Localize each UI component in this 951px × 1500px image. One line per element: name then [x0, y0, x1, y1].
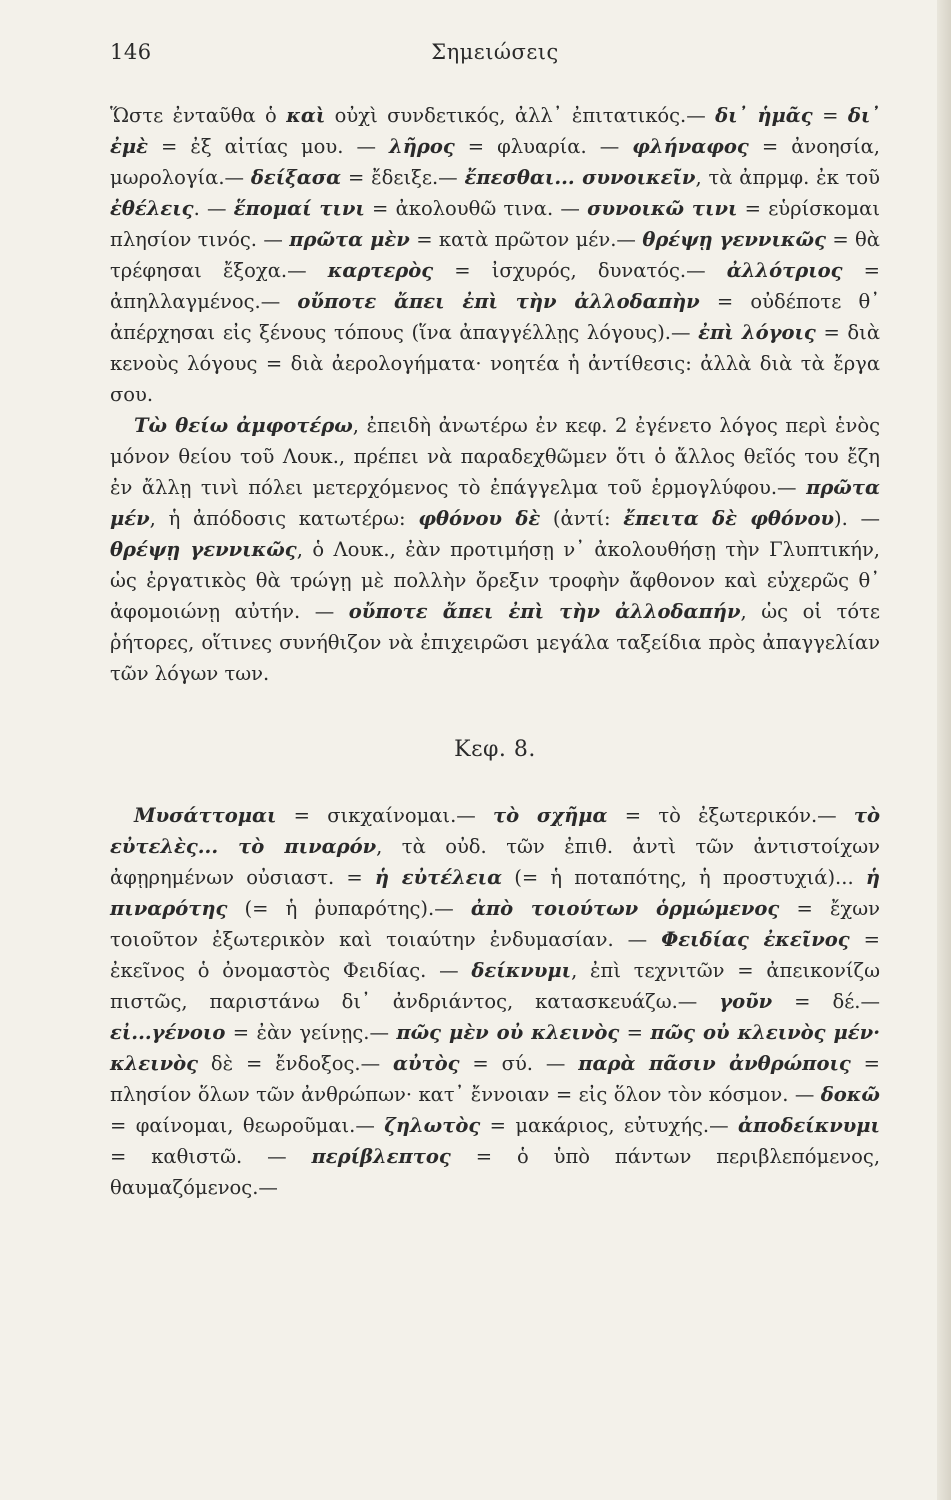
page-header	[110, 40, 880, 70]
lemma: γοῦν	[719, 990, 773, 1013]
gloss-text: = ἰσχυρός, δυνατός.—	[433, 259, 727, 282]
gloss-text: = τὸ ἐξωτερικόν.—	[607, 804, 854, 827]
lemma: ἀλλότριος	[726, 259, 843, 282]
lemma: δείκνυμι	[471, 959, 572, 982]
gloss-text: = σύ. —	[459, 1052, 579, 1075]
gloss-text: ). —	[833, 507, 880, 530]
gloss-text: = ἐξ αἰτίας μου. —	[147, 135, 390, 158]
gloss-text: δὲ = ἔνδοξος.—	[198, 1052, 393, 1075]
gloss-text: , ὡς οἱ τότε ῥήτορες, οἵτινες συνήθιζον νὰ ἐπιχειρῶσι μεγάλα ταξείδια πρὸς ἀπαγγελίαν τῶν λόγων των.	[110, 600, 881, 685]
gloss-text: , ὁ Λουκ., ἐὰν προτιμήσῃ ν᾽ ἀκολουθήσῃ τὴν Γλυπτικήν, ὡς ἐργατικὸς θὰ τρώγῃ μὲ πολλὴν ὄρεξιν τροφὴν ἄφθονον καὶ εὐχερῶς θ᾽ ἀφομοιώνῃ αὐτήν. —	[110, 538, 881, 623]
paragraph	[110, 800, 880, 1203]
notes-chapter-8	[110, 800, 880, 1203]
lemma: θρέψῃ γεννικῶς	[642, 228, 826, 251]
gloss-text: , ἐπειδὴ ἀνωτέρω ἐν κεφ. 2 ἐγένετο λόγος περὶ ἑνὸς μόνον θείου τοῦ Λουκ., πρέπει νὰ παραδεχθῶμεν ὅτι ὁ ἄλλος θεῖός του ἔζη ἐν ἄλλῃ τινὶ πόλει μετερχόμενος τὸ ἐπάγγελμα τοῦ ἑρμογλύφου.—	[110, 414, 880, 499]
gloss-text: (= ἡ ποταπότης, ἡ προστυχιά)...	[502, 866, 866, 889]
gloss-text: =	[619, 1021, 651, 1044]
gloss-text: = θὰ τρέφησαι ἔξοχα.—	[110, 228, 880, 282]
notes-chapter-7	[110, 100, 880, 689]
gloss-text: = ὁ ὑπὸ πάντων περιβλεπόμενος, θαυμαζόμενος.—	[110, 1145, 881, 1199]
gloss-text: οὐχὶ συνδετικός, ἀλλ᾽ ἐπιτατικός.—	[325, 104, 716, 127]
gloss-text: = ἔχων τοιοῦτον ἐξωτερικὸν καὶ τοιαύτην ἐνδυμασίαν. —	[110, 897, 880, 951]
gloss-text: = ἐκεῖνος ὁ ὀνομαστὸς Φειδίας. —	[110, 928, 881, 982]
lemma: οὔποτε ἄπει ἐπὶ τὴν ἀλλοδαπὴν	[297, 290, 700, 313]
gloss-text: = καθιστῶ. —	[110, 1145, 312, 1168]
gloss-text: = μακάριος, εὐτυχής.—	[480, 1114, 739, 1137]
lemma: ἔπεσθαι... συνοικεῖν	[464, 166, 696, 189]
gloss-text: = δέ.—	[772, 990, 880, 1013]
gloss-text: = διὰ κενοὺς λόγους = διὰ ἀερολογήματα· νοητέα ἡ ἀντίθεσις: ἀλλὰ διὰ τὰ ἔργα σου.	[110, 321, 880, 406]
gloss-text: = εὑρίσκομαι πλησίον τινός. —	[110, 197, 880, 251]
gloss-text: = ἀνοησία, μωρολογία.—	[110, 135, 880, 189]
lemma: ἐθέλεις	[110, 197, 194, 220]
chapter-heading: Κεφ. 8.	[454, 737, 536, 762]
lemma: καρτερὸς	[327, 259, 434, 282]
lemma: Τὼ θείω ἀμφοτέρω	[134, 414, 353, 437]
paragraph	[110, 410, 880, 689]
lemma: τὸ εὐτελὲς... τὸ πιναρόν	[110, 804, 880, 858]
page-body	[110, 100, 880, 1203]
gloss-text: = ἀκολουθῶ τινα. —	[364, 197, 588, 220]
lemma: πρῶτα μὲν	[289, 228, 410, 251]
paragraph	[110, 100, 880, 410]
lemma: αὐτὸς	[392, 1052, 460, 1075]
lemma: δι᾽ ἡμᾶς	[715, 104, 813, 127]
page-number: 146	[110, 40, 152, 64]
gloss-text: , ἐπὶ τεχνιτῶν = ἀπεικονίζω πιστῶς, παριστάνω δι᾽ ἀνδριάντος, κατασκευάζω.—	[110, 959, 880, 1013]
gloss-text: = ἐὰν γείνῃς.—	[225, 1021, 397, 1044]
lemma: ἕπομαί τινι	[233, 197, 365, 220]
gloss-text: (= ἡ ῥυπαρότης).—	[227, 897, 471, 920]
lemma: τὸ σχῆμα	[492, 804, 608, 827]
gloss-text: = ἀπηλλαγμένος.—	[110, 259, 880, 313]
lemma: καὶ	[286, 104, 326, 127]
lemma: θρέψῃ γεννικῶς	[110, 538, 297, 561]
gloss-text: , ἡ ἀπόδοσις κατωτέρω:	[149, 507, 419, 530]
lemma: συνοικῶ τινι	[587, 197, 738, 220]
lemma: φλήναφος	[632, 135, 749, 158]
lemma: δι᾽ ἐμὲ	[110, 104, 881, 158]
lemma: φθόνου δὲ	[418, 507, 541, 530]
running-head: Σημειώσεις	[431, 40, 559, 64]
lemma: ἐπὶ λόγοις	[698, 321, 816, 344]
lemma: ἀπὸ τοιούτων ὁρμώμενος	[470, 897, 780, 920]
gloss-text: , τὰ οὐδ. τῶν ἐπιθ. ἀντὶ τῶν ἀντιστοίχων ἀφῃρημένων οὐσιαστ. =	[110, 835, 880, 889]
lemma: ἀποδείκνυμι	[738, 1114, 880, 1137]
gloss-text: = οὐδέποτε θ᾽ ἀπέρχησαι εἰς ξένους τόπους (ἵνα ἀπαγγέλλῃς λόγους).—	[110, 290, 880, 344]
gloss-text: = κατὰ πρῶτον μέν.—	[409, 228, 643, 251]
lemma: ζηλωτὸς	[384, 1114, 481, 1137]
lemma: πῶς μὲν οὐ κλεινὸς	[396, 1021, 620, 1044]
page-edge-shadow	[937, 0, 951, 1500]
lemma: δοκῶ	[820, 1083, 880, 1106]
gloss-text: = φαίνομαι, θεωροῦμαι.—	[110, 1114, 385, 1137]
gloss-text: (ἀντί:	[540, 507, 624, 530]
lemma: παρὰ πᾶσιν ἀνθρώποις	[578, 1052, 851, 1075]
gloss-text: = ἔδειξε.—	[341, 166, 465, 189]
lemma: εἰ...γένοιο	[110, 1021, 226, 1044]
lemma: ἡ πιναρότης	[110, 866, 880, 920]
lemma: περίβλεπτος	[311, 1145, 451, 1168]
lemma: ἡ εὐτέλεια	[374, 866, 503, 889]
gloss-text: = πλησίον ὅλων τῶν ἀνθρώπων· κατ᾽ ἔννοιαν = εἰς ὅλον τὸν κόσμον. —	[110, 1052, 881, 1106]
gloss-text: Ὥστε ἐνταῦθα ὁ	[110, 104, 287, 127]
lemma: λῆρος	[389, 135, 455, 158]
gloss-text: = φλυαρία. —	[454, 135, 633, 158]
lemma: οὔποτε ἄπει ἐπὶ τὴν ἀλλοδαπήν	[348, 600, 741, 623]
lemma: δείξασα	[250, 166, 342, 189]
gloss-text: , τὰ ἀπρμφ. ἐκ τοῦ	[695, 166, 880, 189]
lemma: πῶς οὐ κλεινὸς μέν· κλεινὸς	[110, 1021, 880, 1075]
gloss-text: . —	[193, 197, 234, 220]
lemma: πρῶτα μέν	[110, 476, 880, 530]
gloss-text: = σικχαίνομαι.—	[276, 804, 493, 827]
gloss-text: =	[812, 104, 848, 127]
lemma: Μυσάττομαι	[134, 804, 277, 827]
lemma: Φειδίας ἐκεῖνος	[661, 928, 850, 951]
lemma: ἔπειτα δὲ φθόνου	[623, 507, 834, 530]
